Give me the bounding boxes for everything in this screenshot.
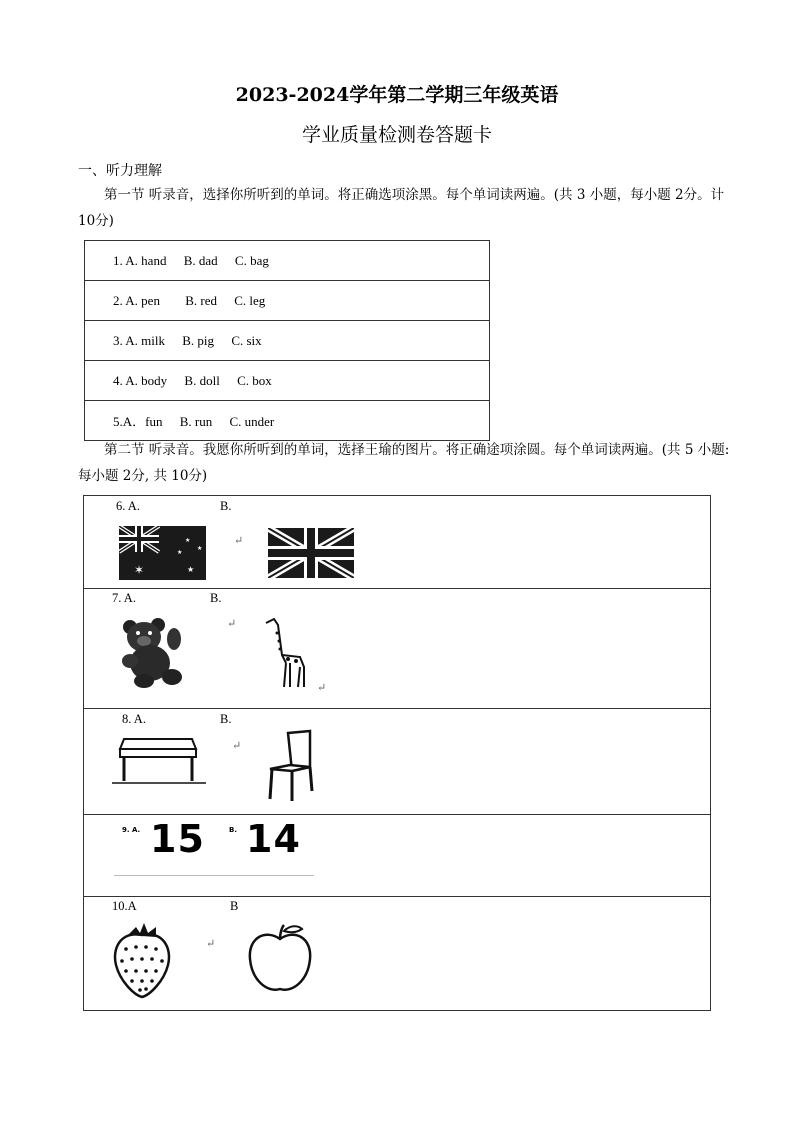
- return-mark: ↵: [206, 937, 216, 950]
- teddy-bear-icon[interactable]: [120, 617, 190, 689]
- option-b[interactable]: B. red: [185, 292, 217, 308]
- option-a[interactable]: 1. A. hand: [113, 252, 167, 268]
- divider: [114, 875, 314, 876]
- option-b[interactable]: B. run: [179, 414, 213, 429]
- return-mark: ↵: [232, 739, 242, 752]
- table-row: [85, 361, 490, 401]
- number-15[interactable]: 15: [150, 817, 205, 861]
- question-8-row: [84, 709, 710, 815]
- svg-text:★: ★: [177, 549, 183, 556]
- section-heading: 一、听力理解: [78, 163, 162, 179]
- giraffe-icon[interactable]: [260, 615, 320, 691]
- q6-label-b: B.: [220, 499, 232, 513]
- option-c[interactable]: C. box: [237, 372, 272, 388]
- table-row: [85, 321, 490, 361]
- q10-label-a: 10.A: [112, 899, 137, 913]
- table-row: [85, 281, 490, 321]
- part2-picture-box: [83, 495, 711, 1011]
- return-mark: ↵: [227, 617, 237, 630]
- option-b[interactable]: B. dad: [183, 252, 218, 268]
- option-c[interactable]: C. six: [231, 332, 262, 348]
- svg-text:★: ★: [185, 537, 191, 544]
- option-b[interactable]: B. pig: [182, 332, 215, 348]
- return-mark: ↵: [317, 681, 327, 694]
- table-icon[interactable]: [112, 737, 206, 787]
- part1-answer-table: [84, 240, 490, 441]
- question-6-row: [84, 496, 710, 589]
- part2-instruction: 第二节 听录音。我愿你所听到的单词，选择王瑜的图片。将正确途项涂圆。每个单词读两遍。(共 5 小题: 每小题 2分, 共 10分): [78, 442, 730, 484]
- table-row: [85, 401, 490, 441]
- option-c[interactable]: C. leg: [234, 292, 266, 308]
- question-9-row: [84, 815, 710, 897]
- option-a[interactable]: 5.A．fun: [113, 414, 163, 429]
- question-10-row: [84, 897, 710, 1009]
- apple-icon[interactable]: [246, 923, 314, 995]
- australia-flag-icon[interactable]: [119, 526, 206, 580]
- svg-text:★: ★: [187, 565, 195, 574]
- q9-label-b: B.: [229, 826, 237, 834]
- option-c[interactable]: C. under: [229, 414, 275, 429]
- q7-label-b: B.: [210, 591, 222, 605]
- option-c[interactable]: C. bag: [234, 252, 269, 268]
- option-a[interactable]: 3. A. milk: [113, 332, 166, 348]
- part1-instruction: 第一节 听录音，选择你所听到的单词。将正确选项涂黑。每个单词读两遍。(共 3 小题，每小题 2分。计 10分): [78, 187, 725, 229]
- uk-flag-icon[interactable]: [268, 528, 354, 578]
- q9-label-a: 9. A.: [122, 826, 141, 834]
- table-row: [85, 241, 490, 281]
- strawberry-icon[interactable]: [110, 921, 174, 999]
- option-a[interactable]: 2. A. pen: [113, 292, 160, 308]
- page-subtitle: 学业质量检测卷答题卡: [301, 124, 492, 146]
- option-b[interactable]: B. doll: [184, 372, 220, 388]
- q7-label-a: 7. A.: [112, 591, 136, 605]
- option-a[interactable]: 4. A. body: [113, 372, 168, 388]
- page-title: 2023-2024学年第二学期三年级英语: [235, 84, 559, 106]
- q10-label-b: B: [230, 899, 239, 913]
- svg-text:✶: ✶: [133, 563, 145, 577]
- chair-icon[interactable]: [264, 729, 318, 803]
- number-14[interactable]: 14: [246, 817, 301, 861]
- q8-label-a: 8. A.: [122, 712, 146, 726]
- return-mark: ↵: [234, 534, 244, 547]
- question-7-row: [84, 589, 710, 709]
- q8-label-b: B.: [220, 712, 232, 726]
- q6-label-a: 6. A.: [116, 499, 140, 513]
- svg-text:★: ★: [197, 545, 203, 552]
